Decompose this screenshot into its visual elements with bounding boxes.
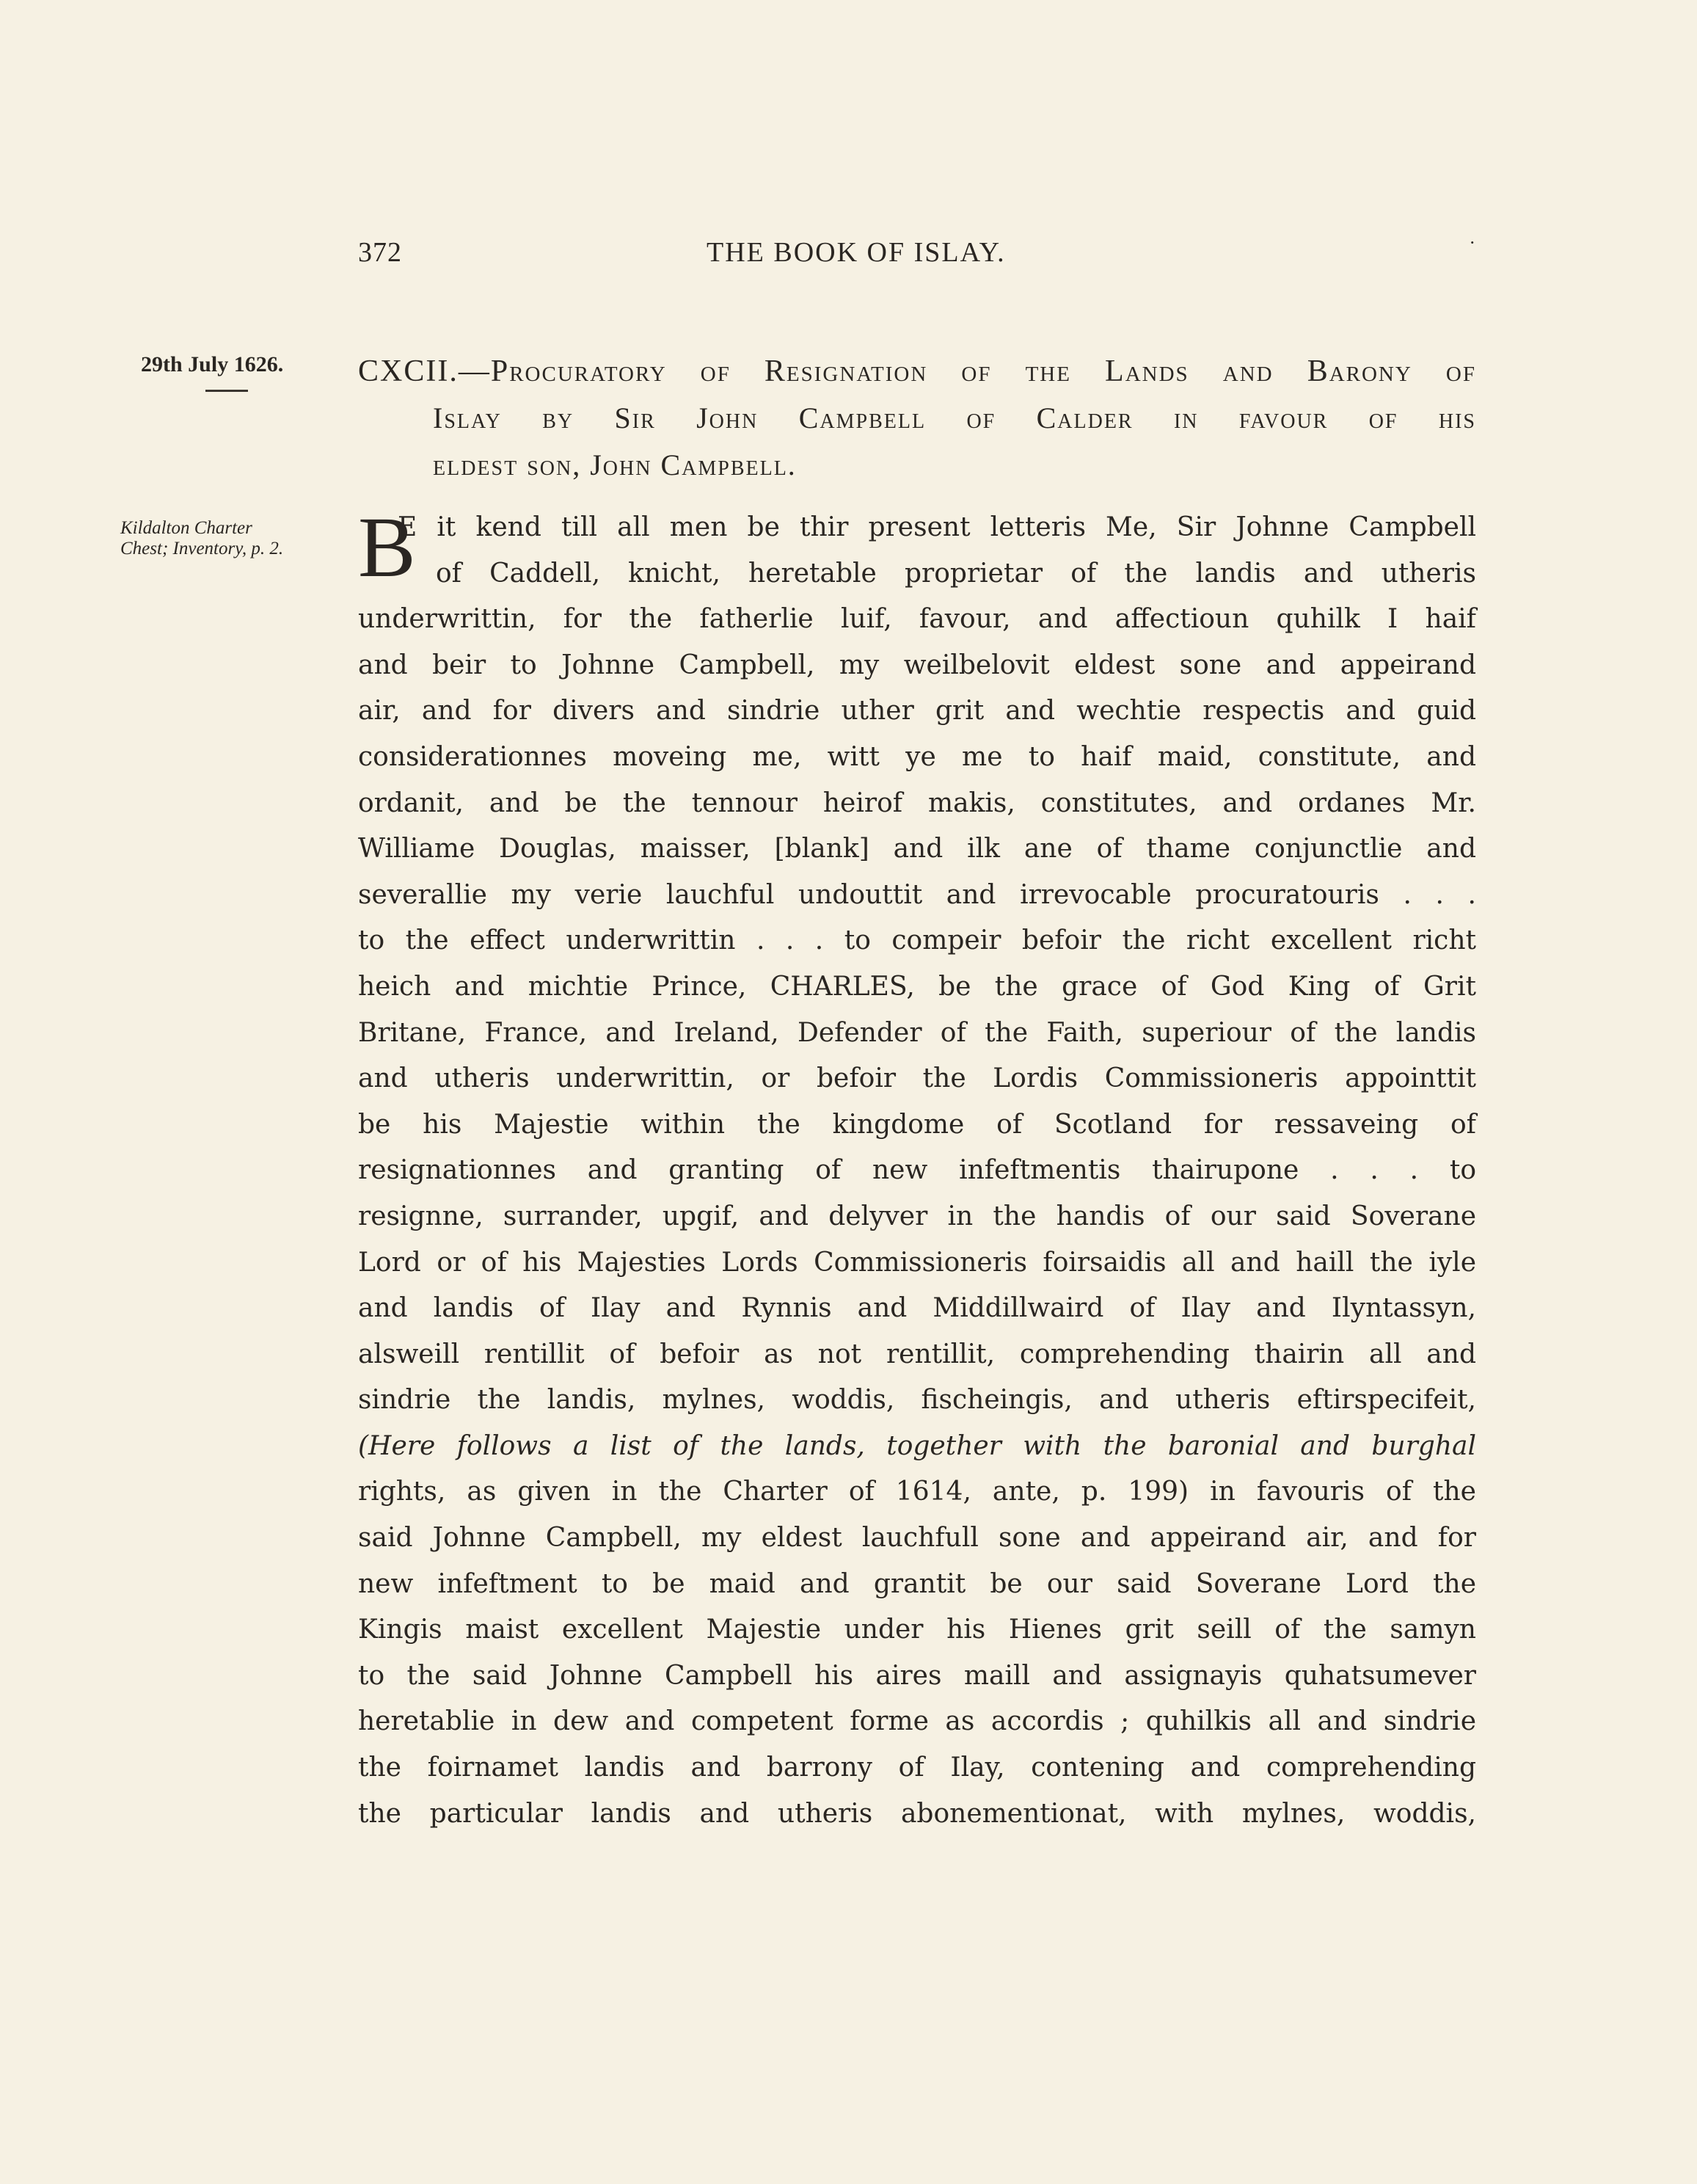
drop-cap: B xyxy=(358,499,416,595)
body-line: Williame Douglas, maisser, [blank] and ilk ane of thame conjunctlie and xyxy=(358,834,1476,864)
body-line: Kingis maist excellent Majestie under his Hienes grit seill of the samyn xyxy=(358,1615,1476,1645)
body-line: resignationnes and granting of new infeftmentis thairupone . . . to xyxy=(358,1155,1476,1186)
body-line: resignne, surrander, upgif, and delyver in the handis of our said Soverane xyxy=(358,1201,1476,1231)
heading-line: eldest son, John Campbell. xyxy=(433,448,797,481)
body-line: air, and for divers and sindrie uther grit and wechtie respectis and guid xyxy=(358,696,1476,727)
running-header xyxy=(358,232,1476,273)
body-line: and beir to Johnne Campbell, my weilbelovit eldest sone and appeirand xyxy=(358,649,1476,680)
page-number: 372 xyxy=(358,237,402,268)
body-line: rights, as given in the Charter of 1614, ante, p. 199) in favouris of the xyxy=(358,1477,1476,1507)
margin-rule xyxy=(205,390,248,392)
body-line: E it kend till all men be thir present letteris Me, Sir Johnne Campbell xyxy=(398,512,1476,542)
body-line: alsweill rentillit of befoir as not rentillit, comprehending thairin all and xyxy=(358,1339,1476,1369)
body-line: Britane, France, and Ireland, Defender of the Faith, superiour of the landis xyxy=(358,1017,1476,1048)
body-line: to the said Johnne Campbell his aires maill and assignayis quhatsumever xyxy=(358,1660,1476,1691)
body-line: the foirnamet landis and barrony of Ilay, contening and comprehending xyxy=(358,1752,1476,1783)
heading-line: CXCII.—Procuratory of Resignation of the Lands and Barony of xyxy=(358,354,1476,388)
body-line: be his Majestie within the kingdome of Scotland for ressaveing of xyxy=(358,1109,1476,1140)
body-line: said Johnne Campbell, my eldest lauchfull sone and appeirand air, and for xyxy=(358,1523,1476,1554)
body-line: underwrittin, for the fatherlie luif, favour, and affectioun quhilk I haif xyxy=(358,604,1476,635)
body-line: Lord or of his Majesties Lords Commissioneris foirsaidis all and haill the iyle xyxy=(358,1247,1476,1278)
body-line: (Here follows a list of the lands, together with the baronial and burghal xyxy=(358,1430,1476,1461)
heading-line: Islay by Sir John Campbell of Calder in favour of his xyxy=(433,401,1476,434)
body-line: sindrie the landis, mylnes, woddis, fischeingis, and utheris eftirspecifeit, xyxy=(358,1385,1476,1416)
running-title: THE BOOK OF ISLAY. xyxy=(707,237,1006,268)
body-line: severallie my verie lauchful undouttit and irrevocable procuratouris . . . xyxy=(358,879,1476,910)
margin-date: 29th July 1626. xyxy=(141,352,284,376)
body-line: heretablie in dew and competent forme as accordis ; quhilkis all and sindrie xyxy=(358,1706,1476,1737)
body-line: heich and michtie Prince, CHARLES, be the grace of God King of Grit xyxy=(358,971,1476,1002)
body-text xyxy=(358,499,1476,1837)
margin-source-line: Kildalton Charter xyxy=(120,518,252,538)
body-line: new infeftment to be maid and grantit be our said Soverane Lord the xyxy=(358,1568,1476,1599)
body-line: to the effect underwrittin . . . to compeir befoir the richt excellent richt xyxy=(358,925,1476,956)
margin-source-line: Chest; Inventory, p. 2. xyxy=(120,539,284,558)
body-line: of Caddell, knicht, heretable proprietar of the landis and utheris xyxy=(436,558,1476,589)
document-heading xyxy=(358,348,1476,489)
body-line: the particular landis and utheris abonementionat, with mylnes, woddis, xyxy=(358,1798,1476,1829)
body-line: considerationnes moveing me, witt ye me to haif maid, constitute, and xyxy=(358,741,1476,772)
header-mark: · xyxy=(1469,232,1476,253)
body-line: ordanit, and be the tennour heirof makis, constitutes, and ordanes Mr. xyxy=(358,787,1476,818)
body-line: and landis of Ilay and Rynnis and Middillwaird of Ilay and Ilyntassyn, xyxy=(358,1293,1476,1324)
margin-source-note xyxy=(120,518,348,559)
body-line: and utheris underwrittin, or befoir the Lordis Commissioneris appointtit xyxy=(358,1063,1476,1094)
